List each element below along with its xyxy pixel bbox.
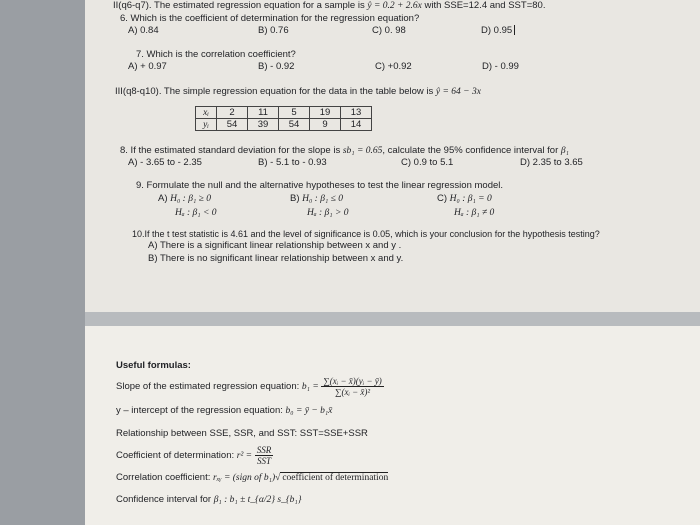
q8-option-b: B) - 5.1 to - 0.93 (258, 157, 327, 168)
q7-option-d: D) - 0.99 (482, 61, 519, 72)
q6-option-b: B) 0.76 (258, 25, 289, 36)
q6-option-d-label: D) 0.95 (481, 25, 513, 36)
q8-option-a: A) - 3.65 to - 2.35 (128, 157, 202, 168)
formula-correlation: Correlation coefficient: rₓᵧ = (sign of b₁)√ coefficient of determination (116, 472, 389, 483)
table-cell: 39 (248, 119, 279, 131)
question-10: 10.If the t test statistic is 4.61 and the level of significance is 0.05, which is your conclusion for the hypothesis testing? (132, 229, 600, 239)
q7-option-c: C) +0.92 (375, 61, 412, 72)
table-cell: yᵢ (196, 119, 217, 131)
q7-option-b: B) - 0.92 (258, 61, 295, 72)
table-cell: 9 (310, 119, 341, 131)
section-2-header: II(q6-q7). The estimated regression equation for a sample is ŷ = 0.2 + 2.6x with SSE=12.4 and SST=80. (113, 0, 546, 11)
section-3-header: III(q8-q10). The simple regression equation for the data in the table below is ŷ = 64 − 3x (115, 86, 481, 97)
slope-fraction: $\frac{\text{∑(xᵢ − x̄)(yᵢ − ȳ)}}{\text{∑(xᵢ − x̄)²}}$ (323, 375, 382, 397)
table-cell: 19 (310, 107, 341, 119)
question-8: 8. If the estimated standard deviation for the slope is sb₁ = 0.65, calculate the 95% confidence interval for β₁ (120, 145, 569, 156)
table-cell: 54 (279, 119, 310, 131)
formula-determination: Coefficient of determination: r² = $\frac{\text{SSR}}{\text{SST}}$ (116, 444, 272, 466)
q6-option-c: C) 0. 98 (372, 25, 406, 36)
table-cell: 11 (248, 107, 279, 119)
q9-option-b-alt: Hₐ : β₁ > 0 (307, 208, 349, 218)
table-cell: 13 (341, 107, 372, 119)
table-cell: 2 (217, 107, 248, 119)
q7-option-a: A) + 0.97 (128, 61, 167, 72)
table-cell: 54 (217, 119, 248, 131)
q9-option-a: A) H₀ : β₁ ≥ 0 (158, 193, 211, 204)
text-cursor-icon (514, 25, 515, 35)
q9-option-b: B) H₀ : β₁ ≤ 0 (290, 193, 343, 204)
q9-option-c: C) H₀ : β₁ = 0 (437, 193, 492, 204)
q6-option-d (481, 25, 515, 37)
data-table (195, 106, 372, 131)
table-cell: 5 (279, 107, 310, 119)
question-9: 9. Formulate the null and the alternative hypotheses to test the linear regression model. (136, 180, 504, 191)
question-6: 6. Which is the coefficient of determination for the regression equation? (120, 13, 420, 24)
question-7: 7. Which is the correlation coefficient? (136, 49, 296, 60)
determination-fraction: $\frac{\text{SSR}}{\text{SST}}$ (256, 444, 272, 466)
q10-option-b: B) There is no significant linear relationship between x and y. (148, 253, 404, 264)
q8-option-d: D) 2.35 to 3.65 (520, 157, 583, 168)
page-gap (85, 312, 700, 326)
q9-option-a-alt: Hₐ : β₁ < 0 (175, 208, 217, 218)
table-row-y (196, 119, 372, 131)
formula-confidence-interval: Confidence interval for β₁ : b₁ ± t_{α/2} s_{b₁} (116, 494, 302, 505)
table-cell: 14 (341, 119, 372, 131)
q10-option-a: A) There is a significant linear relationship between x and y . (148, 240, 402, 251)
q8-option-c: C) 0.9 to 5.1 (401, 157, 454, 168)
formula-slope: Slope of the estimated regression equation: b₁ = $\frac{\text{∑(xᵢ − x̄)(yᵢ − ȳ)}}{\text{∑(xᵢ − x̄)²}}$ (116, 375, 382, 397)
table-cell: xᵢ (196, 107, 217, 119)
q9-option-c-alt: Hₐ : β₁ ≠ 0 (454, 208, 495, 218)
formulas-title: Useful formulas: (116, 360, 191, 371)
table-row-x (196, 107, 372, 119)
q6-option-a: A) 0.84 (128, 25, 159, 36)
formula-relationship: Relationship between SSE, SSR, and SST: SST=SSE+SSR (116, 428, 368, 439)
formula-intercept: y – intercept of the regression equation: b₀ = ȳ − b₁x̄ (116, 405, 333, 416)
